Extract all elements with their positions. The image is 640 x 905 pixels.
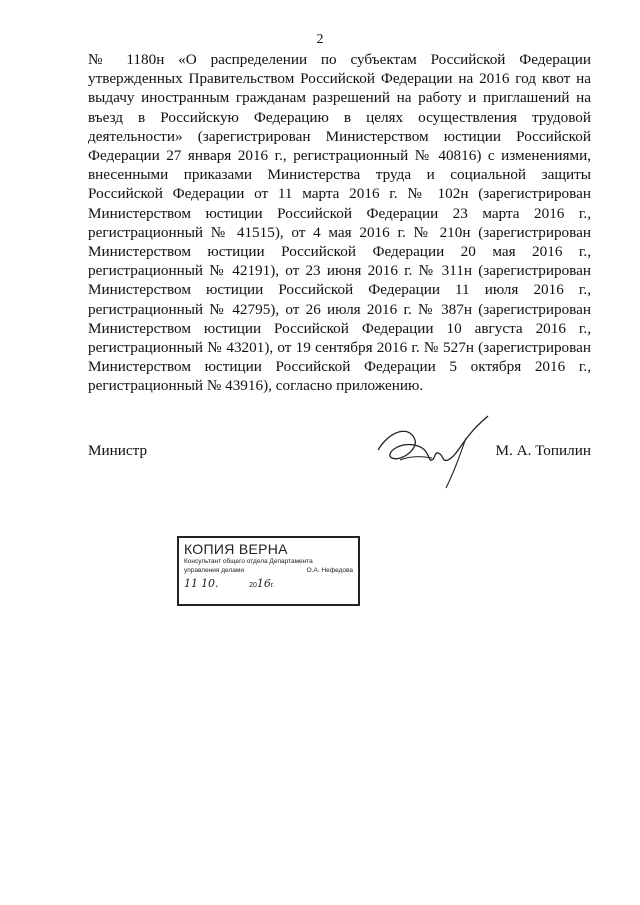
page-number: 2 <box>316 32 324 47</box>
certification-stamp <box>177 536 360 606</box>
stamp-date-suffix: г. <box>270 582 275 589</box>
position-title: Министр <box>88 442 148 459</box>
body-text: № 1180н «О распределении по субъектам Российской Федерации утвержденных Правительством Российской Федерации на 2016 год квот на выдачу иностранным гражданам разрешений на работу и приглашений на въезд в Российскую Федерацию в целях осуществления трудовой деятельности» (зарегистрирован Министерством юстиции Российской Федерации 27 января 2016 г., регистрационный № 40816) с изменениями, внесенными приказами Министерства труда и социальной защиты Российской Федерации от 11 марта 2016 г. № 102н (зарегистрирован Министерством юстиции Российской Федерации 23 марта 2016 г., регистрационный № 41515), от 4 мая 2016 г. № 210н (зарегистрирован Министерством юстиции Российской Федерации 20 мая 2016 г., регистрационный № 42191), от 23 июня 2016 г. № 311н (зарегистрирован Министерством юстиции Российской Федерации 11 июля 2016 г., регистрационный № 42795), от 26 июля 2016 г. № 387н (зарегистрирован Министерством юстиции Российской Федерации 10 августа 2016 г., регистрационный № 43201), от 19 сентября 2016 г. № 527н (зарегистрирован Министерством юстиции Российской Федерации 5 октября 2016 г., регистрационный № 43916), согласно приложению. <box>88 51 591 395</box>
signer-name: М. А. Топилин <box>495 442 591 459</box>
stamp-date-year: 16 <box>256 577 271 590</box>
stamp-position-signer <box>184 566 353 575</box>
stamp-date <box>184 577 353 593</box>
stamp-title: КОПИЯ ВЕРНА <box>184 541 288 557</box>
stamp-position <box>184 557 353 566</box>
handwritten-signature <box>370 410 490 490</box>
stamp-date-day: 11 <box>184 577 198 590</box>
stamp-date-month: 10. <box>201 577 219 590</box>
stamp-position-line1: Консультант общего отдела Департамента <box>184 558 313 565</box>
signature-block <box>88 410 591 500</box>
stamp-signer-name: О.А. Нефедова <box>306 567 353 574</box>
stamp-date-century: 20 <box>249 582 257 589</box>
stamp-position-line2: управления делами <box>184 567 244 574</box>
